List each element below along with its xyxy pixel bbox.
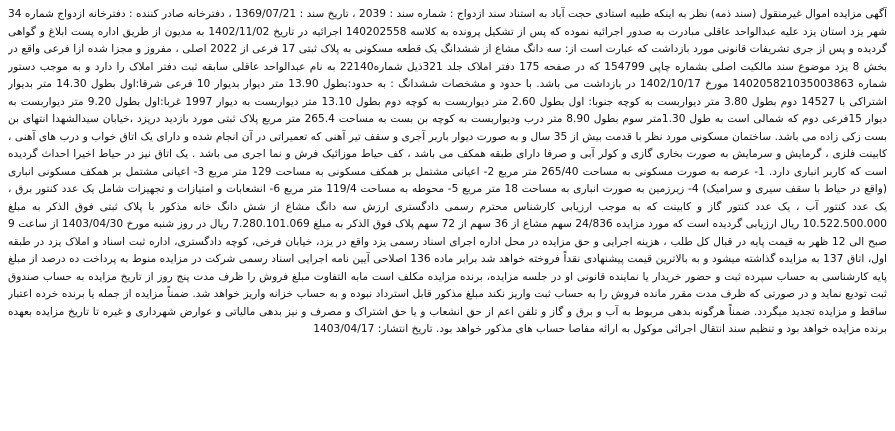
auction-notice xyxy=(8,6,887,426)
notice-body-text: آگهی مزایده اموال غیرمنقول (سند ذمه) نظر به اینکه طبیه استادی حجت آباد به استناد سند ازدواج : شماره سند : 2039 ، تاریخ سند : 1369/07/21 ، دفترخانه صادر کننده : دفترخانه ازدواج شماره 34 شهر یزد استان یزد علیه عبدالواحد عاقلی مبادرت به صدور اجرائیه نموده که پس از تشکیل پرونده به کلاسه 140202558 اجرائیه در تاریخ 1402/11/02 به مدیون از طریق اداره پست ابلاغ و گواهی گردیده و پس از جری تشریفات قانونی مورد بازداشت که عبارت است از: سه دانگ مشاع از ششدانگ یک قطعه مسکونی به پلاک ثبتی 17 فرعی از 2022 اصلی ، مفروز و مجزا شده ازا فرعی واقع در بخش 8 یزد موضوع سند مالکیت اصلی بشماره چاپی 154799 که در صفحه 175 دفتر املاک جلد 321ذیل شماره22140 به نام عبدالواحد عاقلی سابقه ثبت دفتر املاک را دارد و به موجب دستور شماره 140205821035003863 مورخ 1402/10/17 در بازداشت می باشد. با حدود و مشخصات ششدانگ : به حدود:بطول 13.90 متر دیوار بدیوار 10 فرعی شرقا:اول بطول 14.30 متر بدیوار اشتراکی با 14527 دوم بطول 3.80 متر دیواربست به کوچه جنوبا: اول بطول 2.60 متر دیواربست به کوچه دوم بطول 13.10 متر دیواربست به دیوار 1997 غربا:اول بطول 9.20 متر دیواربست به دیوار 15فرعی دوم که شمالی است به طول 1.30متر سوم بطول 8.90 متر درب ودیواربست به کوچه بن بست به مساحت 265.4 متر مربع پلاک ثبتی مورد بازدید درپزد ،خیابان سیدالشهدا انتهای بن بست زکی زاده می باشد. ساختمان مسکونی مورد نظر با قدمت بیش از 35 سال و به صورت دیوار باربر آجری و سقف تیر آهنی که تعمیراتی در آن انجام شده و دارای یک اتاق خواب و درب های آهنی ، کابینت فلزی ، گرمایش و سرمایش به صورت بخاری گازی و کولر آبی و صرفا دارای طبقه همکف می باشد ، کف حیاط موزائیک فرش و نما اجری می باشد . یک اتاق نیز در حیاط اخیرا احداث گردیده است که کاربر انباری دارد. 1- عرصه به صورت مسکونی به مساحت 265/40 متر مربع 2- اعیانی مشتمل بر همکف مسکونی به مساحت 129 متر مربع 3- اعیانی مشتمل بر همکف مسکونی انباری (واقع در حیاط با سقف سیری و سرامیک) 4- زیرزمین به صورت انباری به مساحت 18 متر مربع 5- محوطه به مساحت 119/4 متر مربع 6- انشعابات و امتیازات و تجهیزات شامل یک عدد کنتور برق ، یک عدد کنتور آب ، یک عدد کنتور گاز و کابینت که به موجب ارزیابی کارشناس محترم رسمی دادگستری ارزش سه دانگ مشاع از شش دانگ خانه مذکور با پلاک ثبتی فوق الذکر به مبلغ 10.522.500.000 ریال ارزیابی گردیده است که مورد مزایده 24/836 سهم مشاع از 36 سهم از 72 سهم پلاک فوق الذکر به مبلغ 7.280.101.069 ریال در روز شنبه مورخ 1403/04/30 از ساعت 9 صبح الی 12 ظهر به قیمت پایه در قبال کل طلب ، هزینه اجرایی و حق مزایده در محل اداره اجرای اسناد رسمی یزد واقع در یزد، خیابان فرخی، کوچه دادگستری، اداره ثبت اسناد و املاک یزد در طبقه اول، اتاق 137 به مزایده گذاشته میشود و به بالاترین قیمت پیشنهادی نقداً فروخته خواهد شد برابر ماده 136 اصلاحی آیین نامه اجرایی اسناد رسمی شرکت در مزایده منوط به پرداخت ده درصد از مبلغ پایه کارشناسی به حساب سپرده ثبت و حضور خریدار یا نماینده قانونی او در جلسه مزایده، برنده مزایده مکلف است مابه التفاوت مبلغ فروش را ظرف مدت پنج روز از تاریخ مزایده به حساب صندوق ثبت تودیع نماید و در صورتی که ظرف مدت مقرر مانده فروش را به حساب ثبت واریز نکند مبلغ مذکور قابل استرداد نبوده و به حساب خزانه واریز خواهد شد. ضمناً مزایده از جمله یا برنده خرده اعتبار ساقط و مزایده تجدید میگردد. ضمناً هرگونه بدهی مربوط به آب و برق و گاز و تلفن اعم از حق انشعاب و یا حق اشتراک و مصرف و نیز بدهی مالیاتی و عوارض شهرداری و غیره تا تاریخ مزایده بعهده برنده مزایده خواهد بود و تنظیم سند انتقال اجرائی موکول به ارائه مفاصا حساب های مذکور خواهد بود. تاریخ انتشار: 1403/04/17 xyxy=(8,8,887,335)
